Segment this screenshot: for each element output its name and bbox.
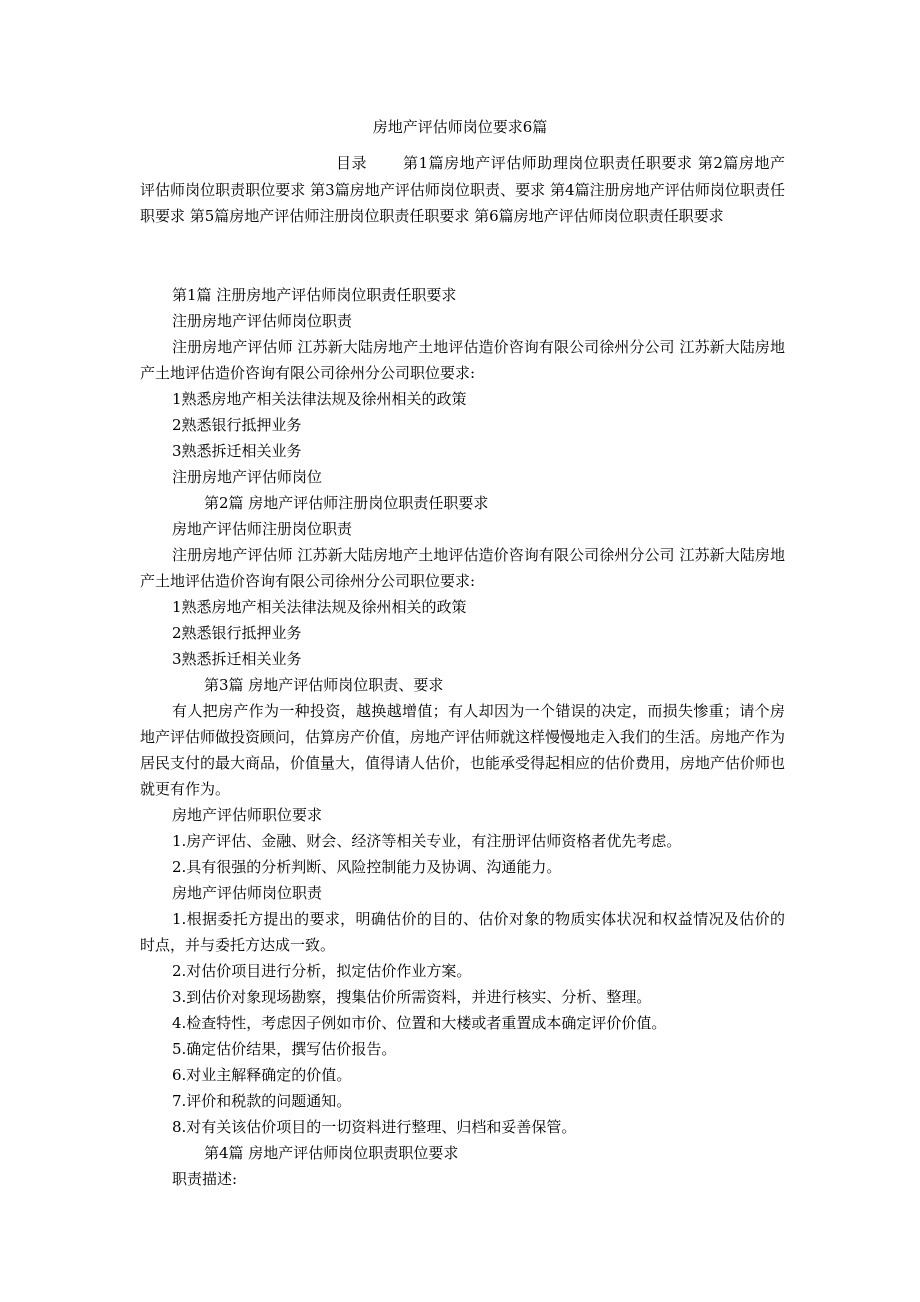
table-of-contents [140,150,785,230]
toc-entries: 第1篇房地产评估师助理岗位职责任职要求 第2篇房地产评估师岗位职责职位要求 第3篇房地产评估师岗位职责、要求 第4篇注册房地产评估师岗位职责任职要求 第5篇房地产评估师注册岗位职责任职要求 第6篇房地产评估师岗位职责任职要求 [140,154,785,225]
paragraph: 注册房地产评估师 江苏新大陆房地产土地评估造价咨询有限公司徐州分公司 江苏新大陆房地产土地评估造价咨询有限公司徐州分公司职位要求: [140,546,785,590]
document-title: 房地产评估师岗位要求6篇 [372,118,548,136]
list-item: 2熟悉银行抵押业务 [172,416,302,434]
list-item: 1熟悉房地产相关法律法规及徐州相关的政策 [172,390,467,408]
paragraph: 房地产评估师职位要求 [172,806,323,824]
list-item: 2.具有很强的分析判断、风险控制能力及协调、沟通能力。 [172,858,562,876]
paragraph: 房地产评估师岗位职责 [172,884,323,902]
list-item: 2.对估价项目进行分析，拟定估价作业方案。 [172,962,472,980]
section-heading-1: 第1篇 注册房地产评估师岗位职责任职要求 [172,286,457,304]
list-item: 3.到估价对象现场勘察，搜集估价所需资料，并进行核实、分析、整理。 [172,988,652,1006]
list-item: 3熟悉拆迁相关业务 [172,650,302,668]
paragraph: 职责描述: [172,1170,238,1188]
list-item: 3熟悉拆迁相关业务 [172,442,302,460]
list-item: 7.评价和税款的问题通知。 [172,1092,352,1110]
list-item: 4.检查特性，考虑因子例如市价、位置和大楼或者重置成本确定评价价值。 [172,1014,667,1032]
section-heading-4: 第4篇 房地产评估师岗位职责职位要求 [204,1144,459,1162]
section-heading-2: 第2篇 房地产评估师注册岗位职责任职要求 [204,494,489,512]
paragraph: 注册房地产评估师 江苏新大陆房地产土地评估造价咨询有限公司徐州分公司 江苏新大陆房地产土地评估造价咨询有限公司徐州分公司职位要求: [140,338,785,382]
list-item: 1熟悉房地产相关法律法规及徐州相关的政策 [172,598,467,616]
paragraph: 注册房地产评估师岗位职责 [172,312,353,330]
list-item: 2熟悉银行抵押业务 [172,624,302,642]
list-item: 1.根据委托方提出的要求，明确估价的目的、估价对象的物质实体状况和权益情况及估价的时点，并与委托方达成一致。 [140,910,785,954]
paragraph: 房地产评估师注册岗位职责 [172,520,353,538]
document-body [140,282,785,1192]
list-item: 6.对业主解释确定的价值。 [172,1066,352,1084]
paragraph: 注册房地产评估师岗位 [172,468,323,486]
list-item: 5.确定估价结果，撰写估价报告。 [172,1040,397,1058]
section-heading-3: 第3篇 房地产评估师岗位职责、要求 [204,676,444,694]
list-item: 8.对有关该估价项目的一切资料进行整理、归档和妥善保管。 [172,1118,577,1136]
list-item: 1.房产评估、金融、财会、经济等相关专业，有注册评估师资格者优先考虑。 [172,832,682,850]
toc-label: 目录 [336,154,368,172]
paragraph: 有人把房产作为一种投资，越换越增值；有人却因为一个错误的决定，而损失惨重；请个房地产评估师做投资顾问，估算房产价值，房地产评估师就这样慢慢地走入我们的生活。房地产作为居民支付的最大商品，价值量大，值得请人估价，也能承受得起相应的估价费用，房地产估价师也就更有作为。 [140,702,786,798]
